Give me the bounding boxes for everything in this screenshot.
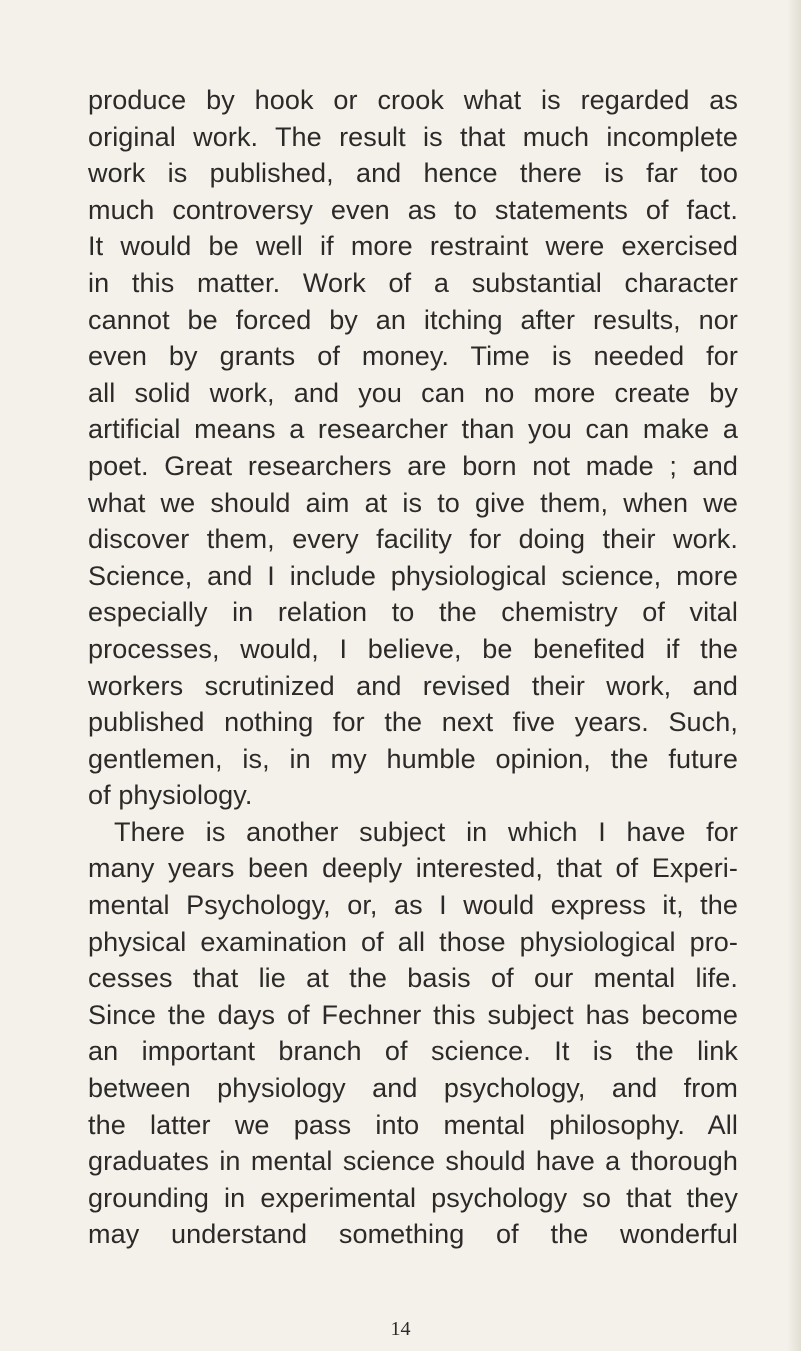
text-line: many years been deeply interested, that of Experi- [88,853,738,884]
paragraph-end-line: of physiology. [88,780,253,811]
text-line: discover them, every facility for doing their work. [88,524,738,555]
text-line: cannot be forced by an itching after results, nor [88,304,738,335]
paragraph-start-line: There is another subject in which I have for [114,816,738,847]
text-line: graduates in mental science should have a thorough [88,1146,738,1177]
text-line: especially in relation to the chemistry of vital [88,597,738,628]
text-line: It would be well if more restraint were exercised [88,231,738,262]
text-line: physical examination of all those physiological pro- [88,926,738,957]
body-text [88,82,738,1253]
text-line: cesses that lie at the basis of our mental life. [88,963,738,994]
text-line: mental Psychology, or, as I would express it, the [88,890,738,921]
text-line: processes, would, I believe, be benefited if the [88,633,738,664]
text-line: much controversy even as to statements of fact. [88,194,738,225]
text-line: between physiology and psychology, and from [88,1073,738,1104]
text-line: poet. Great researchers are born not made ; and [88,450,738,481]
text-line: an important branch of science. It is the link [88,1036,738,1067]
text-line: artificial means a researcher than you can make a [88,414,738,445]
text-line: gentlemen, is, in my humble opinion, the future [88,743,738,774]
text-line: work is published, and hence there is far too [88,158,738,189]
page-number: 14 [390,1318,411,1340]
text-line: in this matter. Work of a substantial character [88,267,738,298]
text-line: original work. The result is that much incomplete [88,121,738,152]
text-line: produce by hook or crook what is regarded as [88,85,738,115]
text-line: published nothing for the next five years. Such, [88,707,738,738]
text-line: Science, and I include physiological science, more [88,560,738,591]
text-line: may understand something of the wonderful [88,1219,738,1250]
text-line: grounding in experimental psychology so that they [88,1182,738,1213]
text-line: Since the days of Fechner this subject has become [88,999,738,1030]
text-line: all solid work, and you can no more create by [88,377,738,408]
text-line: even by grants of money. Time is needed for [88,341,738,372]
page-edge-shadow [787,0,801,1351]
text-line: the latter we pass into mental philosophy. All [88,1109,738,1140]
text-line: workers scrutinized and revised their work, and [88,670,738,701]
text-line: what we should aim at is to give them, when we [88,487,738,518]
